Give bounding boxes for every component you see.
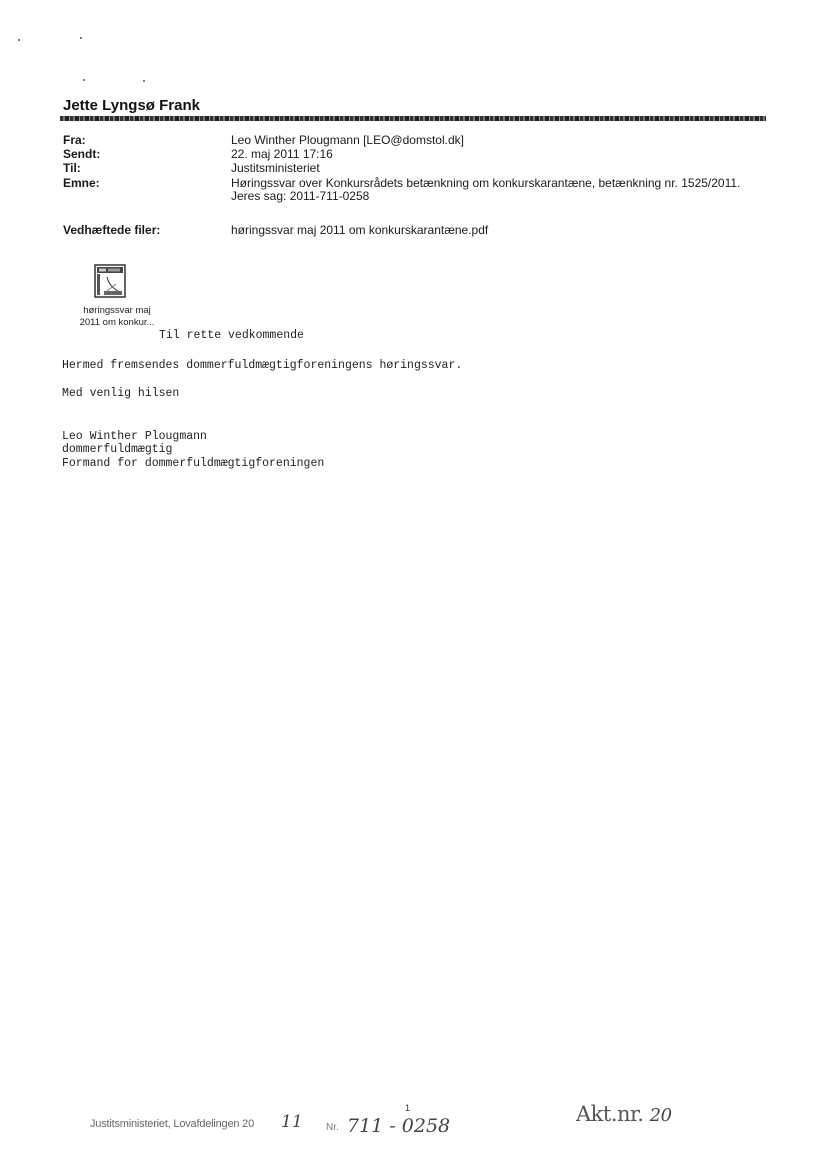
attachment-caption (62, 305, 172, 329)
body-line: Hermed fremsendes dommerfuldmægtigforeningens høringssvar. (62, 359, 463, 372)
sender-name: Jette Lyngsø Frank (63, 97, 200, 114)
meta-label-subject: Emne: (63, 176, 100, 190)
meta-value-to: Justitsministeriet (231, 161, 320, 175)
nr-label: Nr. (326, 1122, 339, 1133)
akt-label: Akt.nr. (576, 1102, 644, 1126)
header-divider (60, 116, 766, 121)
greeting-text: Til rette vedkommende (159, 329, 304, 342)
scan-speck (143, 80, 145, 82)
scan-speck (18, 39, 20, 41)
archive-stamp (90, 1118, 254, 1130)
scan-speck (83, 79, 85, 81)
meta-label-to: Til: (63, 161, 81, 175)
akt-number-handwritten: 20 (649, 1105, 672, 1126)
meta-value-from: Leo Winther Plougmann [LEO@domstol.dk] (231, 133, 464, 147)
attachment-filename[interactable]: høringssvar maj 2011 om konkurskarantæne.pdf (231, 223, 489, 237)
meta-label-attachments: Vedhæftede filer: (63, 223, 161, 237)
archive-stamp-text: Justitsministeriet, Lovafdelingen 20 (90, 1118, 255, 1130)
scan-speck (80, 37, 82, 39)
attachment-caption-line1: høringssvar maj (83, 305, 151, 316)
meta-value-subject: Høringssvar over Konkursrådets betænkning om konkurskarantæne, betænkning nr. 1525/2011. Jeres sag: 2011-711-0258 (231, 176, 741, 203)
signature-role: Formand for dommerfuldmægtigforeningen (62, 457, 325, 470)
meta-value-sent: 22. maj 2011 17:16 (231, 147, 333, 161)
handwritten-case-number: 711 - 0258 (347, 1115, 451, 1137)
page-number: 1 (405, 1103, 411, 1113)
closing-text: Med venlig hilsen (62, 387, 180, 400)
meta-label-from: Fra: (63, 133, 86, 147)
pdf-file-icon[interactable] (94, 264, 126, 298)
signature-title: dommerfuldmægtig (62, 443, 173, 456)
attachment-caption-line2: 2011 om konkur... (79, 317, 155, 328)
handwritten-year: 11 (281, 1112, 303, 1132)
signature-name: Leo Winther Plougmann (62, 430, 207, 443)
meta-label-sent: Sendt: (63, 147, 101, 161)
akt-number-stamp (576, 1102, 672, 1126)
